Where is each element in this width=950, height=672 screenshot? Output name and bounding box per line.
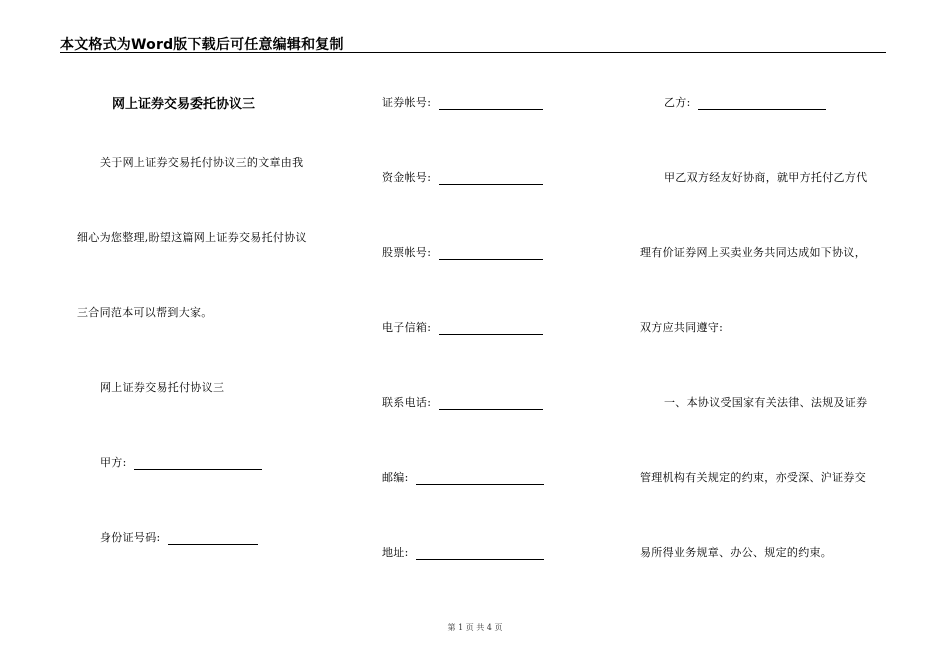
document-title: 网上证券交易委托协议三 bbox=[112, 97, 256, 112]
page-header bbox=[60, 32, 886, 53]
agreement-line-2: 理有价证券网上买卖业务共同达成如下协议， bbox=[640, 246, 866, 259]
address-blank bbox=[416, 548, 544, 560]
party-a-label: 甲方: bbox=[100, 456, 127, 469]
clause-1-line-3: 易所得业务规章、办公、规定的约束。 bbox=[640, 546, 833, 559]
clause-1-line-2: 管理机构有关规定的约束，亦受深、沪证券交 bbox=[640, 471, 866, 484]
party-b-blank bbox=[698, 98, 826, 110]
email-field bbox=[382, 319, 543, 335]
postcode-label: 邮编: bbox=[382, 471, 409, 484]
fund-account-field bbox=[382, 169, 543, 185]
stock-account-label: 股票帐号: bbox=[382, 246, 432, 259]
contract-subtitle: 网上证券交易托付协议三 bbox=[100, 381, 225, 394]
intro-line-2: 细心为您整理,盼望这篇网上证券交易托付协议 bbox=[77, 231, 307, 244]
phone-label: 联系电话: bbox=[382, 396, 432, 409]
agreement-line-1: 甲乙双方经友好协商，就甲方托付乙方代 bbox=[664, 171, 868, 184]
fund-account-label: 资金帐号: bbox=[382, 171, 432, 184]
id-number-label: 身份证号码: bbox=[100, 531, 161, 544]
id-number-blank bbox=[168, 533, 258, 545]
postcode-field bbox=[382, 469, 544, 485]
stock-account-blank bbox=[439, 248, 543, 260]
phone-blank bbox=[439, 398, 543, 410]
address-label: 地址: bbox=[382, 546, 409, 559]
stock-account-field bbox=[382, 244, 543, 260]
address-field bbox=[382, 544, 544, 560]
party-b-label: 乙方: bbox=[664, 96, 691, 109]
securities-account-field bbox=[382, 94, 543, 110]
email-blank bbox=[439, 323, 543, 335]
agreement-line-3: 双方应共同遵守: bbox=[640, 321, 724, 334]
intro-line-1: 关于网上证券交易托付协议三的文章由我 bbox=[100, 156, 304, 169]
party-a-field bbox=[100, 454, 262, 470]
party-b-field bbox=[664, 94, 826, 110]
phone-field bbox=[382, 394, 543, 410]
securities-account-label: 证券帐号: bbox=[382, 96, 432, 109]
header-title: 本文格式为Word版下载后可任意编辑和复制 bbox=[60, 37, 344, 53]
securities-account-blank bbox=[439, 98, 543, 110]
party-a-blank bbox=[134, 458, 262, 470]
email-label: 电子信箱: bbox=[382, 321, 432, 334]
postcode-blank bbox=[416, 473, 544, 485]
page-footer: 第 1 页 共 4 页 bbox=[447, 623, 503, 632]
id-number-field bbox=[100, 529, 258, 545]
fund-account-blank bbox=[439, 173, 543, 185]
clause-1-line-1: 一、本协议受国家有关法律、法规及证券 bbox=[664, 396, 868, 409]
intro-line-3: 三合同范本可以帮到大家。 bbox=[77, 306, 213, 319]
